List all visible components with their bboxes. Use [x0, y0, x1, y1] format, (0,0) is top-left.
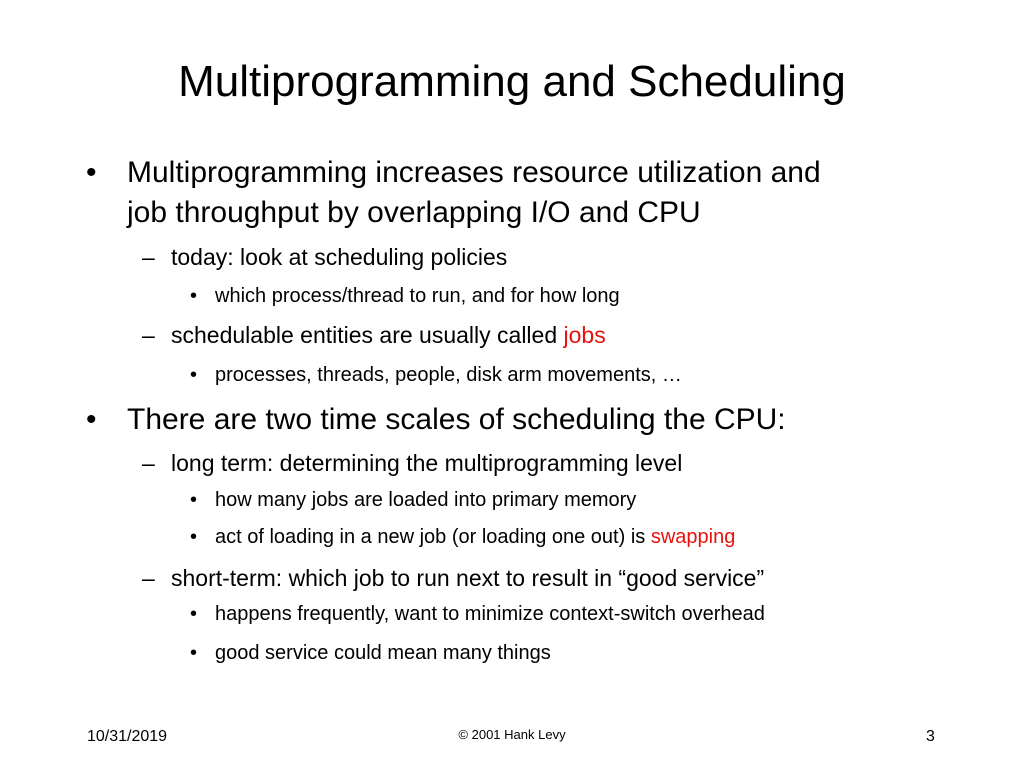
- footer-date: 10/31/2019: [87, 728, 168, 745]
- highlight-swapping: swapping: [650, 526, 736, 548]
- slide-title: Multiprogramming and Scheduling: [178, 57, 846, 106]
- bullet-2-sub-1: – long term: determining the multiprogramming level: [171, 448, 682, 478]
- bullet-1-line-2: job throughput by overlapping I/O and CPU: [127, 196, 701, 229]
- bullet-1-sub-1: – today: look at scheduling policies: [171, 242, 507, 272]
- bullet-2-sub-2-item-1: • happens frequently, want to minimize context-switch overhead: [215, 601, 765, 627]
- bullet-1-sub-2: [171, 320, 606, 350]
- highlight-jobs: jobs: [563, 322, 606, 348]
- bullet-1-line-1: • Multiprogramming increases resource utilization and: [127, 153, 821, 193]
- bullet-1-sub-2-item-1: • processes, threads, people, disk arm movements, …: [215, 362, 682, 388]
- bullet-2-sub-1-item-1: • how many jobs are loaded into primary memory: [215, 487, 636, 513]
- bullet-2-sub-1-item-2-text: act of loading in a new job (or loading one out) is: [215, 526, 651, 548]
- bullet-2: • There are two time scales of scheduling the CPU:: [127, 400, 786, 440]
- footer-copyright: © 2001 Hank Levy: [458, 727, 566, 742]
- page-number: 3: [926, 728, 935, 745]
- bullet-2-sub-2: – short-term: which job to run next to result in “good service”: [171, 563, 764, 593]
- bullet-2-sub-2-item-2: • good service could mean many things: [215, 640, 551, 666]
- bullet-1-sub-2-text: schedulable entities are usually called: [171, 322, 564, 348]
- bullet-1-sub-1-item-1: • which process/thread to run, and for how long: [215, 283, 620, 309]
- bullet-2-sub-1-item-2: [215, 524, 735, 550]
